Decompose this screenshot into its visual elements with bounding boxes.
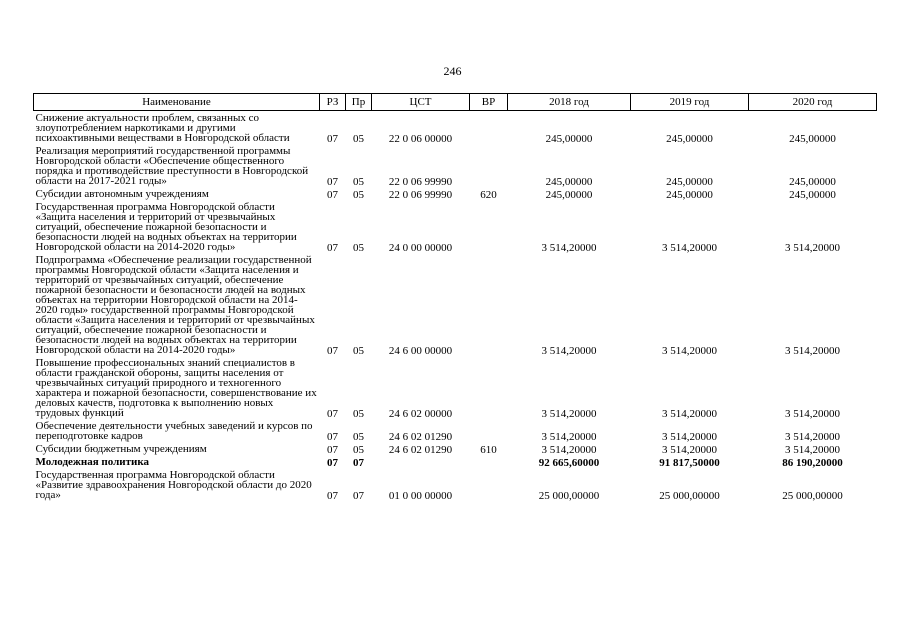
table-row xyxy=(34,187,877,200)
row-2019-value: 3 514,20000 xyxy=(662,444,717,456)
column-header-2020: 2020 год xyxy=(749,94,877,111)
row-name-cell: Государственная программа Новгородской области «Защита населения и территорий от чрезвычайных ситуаций, обеспечение пожарной безопасности и безопасности людей на водных объектах на территории Новгородской области на 2014-2020 годы» xyxy=(35,201,297,253)
row-cst-cell: 22 0 06 99990 xyxy=(388,176,453,188)
row-vr-cell xyxy=(470,144,508,187)
row-rz-cell: 07 xyxy=(327,490,338,502)
row-2018-value: 92 665,60000 xyxy=(538,457,600,469)
row-2020-value: 245,00000 xyxy=(789,189,836,201)
table-row xyxy=(34,455,877,468)
row-vr-cell xyxy=(470,253,508,356)
row-vr-cell: 620 xyxy=(480,189,497,201)
row-2020-value: 245,00000 xyxy=(789,133,836,145)
row-rz-cell: 07 xyxy=(327,176,338,188)
row-vr-cell xyxy=(470,419,508,442)
column-header-pr: Пр xyxy=(346,94,372,111)
row-name-cell: Повышение профессиональных знаний специалистов в области гражданской обороны, защиты населения от чрезвычайных ситуаций природного и техногенного характера и пожарной безопасности, совершенствование их деловых качеств, подготовка к выполнению новых трудовых функций xyxy=(35,357,317,419)
row-name-cell: Субсидии бюджетным учреждениям xyxy=(35,443,207,455)
row-cst-cell: 24 0 00 00000 xyxy=(388,242,453,254)
table-body xyxy=(34,111,877,502)
row-rz-cell: 07 xyxy=(327,431,338,443)
row-2019-value: 3 514,20000 xyxy=(662,242,717,254)
row-2020-value: 25 000,00000 xyxy=(782,490,843,502)
row-pr-cell: 05 xyxy=(353,176,364,188)
row-pr-cell: 05 xyxy=(353,242,364,254)
row-2019-value: 3 514,20000 xyxy=(662,431,717,443)
row-pr-cell: 07 xyxy=(353,457,364,469)
row-cst-cell: 22 0 06 99990 xyxy=(388,189,453,201)
row-pr-cell: 05 xyxy=(353,133,364,145)
row-2020-value: 3 514,20000 xyxy=(785,431,840,443)
row-rz-cell: 07 xyxy=(327,408,338,420)
row-2020-value: 86 190,20000 xyxy=(782,457,843,469)
row-name-cell: Подпрограмма «Обеспечение реализации государственной программы Новгородской области «Защита населения и территорий от чрезвычайных ситуаций, обеспечение пожарной безопасности и безопасности людей на водных объектах на территории Новгородской области на 2014-2020 годы» государственной программы Новгородской области «Защита населения и территорий от чрезвычайных ситуаций, обеспечение пожарной безопасности и безопасности людей на водных объектах на территории Новгородской области на 2014-2020 годы» xyxy=(35,254,315,356)
table-row xyxy=(34,200,877,253)
column-header-2019: 2019 год xyxy=(631,94,749,111)
row-rz-cell: 07 xyxy=(327,242,338,254)
row-2020-value: 3 514,20000 xyxy=(785,444,840,456)
row-pr-cell: 05 xyxy=(353,345,364,357)
column-header-name: Наименование xyxy=(34,94,320,111)
row-2018-value: 3 514,20000 xyxy=(541,242,597,254)
row-2018-value: 3 514,20000 xyxy=(541,444,597,456)
row-2019-value: 91 817,50000 xyxy=(659,457,720,469)
row-cst-cell: 24 6 02 01290 xyxy=(388,431,453,443)
row-2018-value: 245,00000 xyxy=(545,133,593,145)
row-2019-value: 3 514,20000 xyxy=(662,345,717,357)
row-vr-cell xyxy=(470,200,508,253)
row-rz-cell: 07 xyxy=(327,133,338,145)
row-name-cell: Снижение актуальности проблем, связанных со злоупотреблением наркотиками и другими психоактивными веществами в Новгородской области xyxy=(35,112,290,144)
row-cst-cell: 24 6 00 00000 xyxy=(388,345,453,357)
page-number: 246 xyxy=(443,64,462,78)
row-2020-value: 3 514,20000 xyxy=(785,345,840,357)
table-row xyxy=(34,442,877,455)
budget-table xyxy=(33,93,877,501)
row-vr-cell xyxy=(470,468,508,501)
row-2019-value: 25 000,00000 xyxy=(659,490,720,502)
row-rz-cell: 07 xyxy=(327,345,338,357)
row-name-cell: Субсидии автономным учреждениям xyxy=(35,188,209,200)
row-pr-cell: 07 xyxy=(353,490,364,502)
row-2019-value: 245,00000 xyxy=(666,133,713,145)
column-header-cst: ЦСТ xyxy=(372,94,470,111)
row-2018-value: 25 000,00000 xyxy=(538,490,600,502)
table-row xyxy=(34,111,877,145)
row-2020-value: 245,00000 xyxy=(789,176,836,188)
row-cst-cell: 24 6 02 01290 xyxy=(388,444,453,456)
table-row xyxy=(34,468,877,501)
column-header-2018: 2018 год xyxy=(508,94,631,111)
row-2018-value: 245,00000 xyxy=(545,176,593,188)
row-pr-cell: 05 xyxy=(353,189,364,201)
column-header-vr: ВР xyxy=(470,94,508,111)
table-row xyxy=(34,253,877,356)
table-header-row xyxy=(34,94,877,111)
row-vr-cell xyxy=(470,111,508,145)
row-2020-value: 3 514,20000 xyxy=(785,408,840,420)
row-vr-cell: 610 xyxy=(480,444,497,456)
row-rz-cell: 07 xyxy=(327,444,338,456)
row-2018-value: 245,00000 xyxy=(545,189,593,201)
table-row xyxy=(34,356,877,419)
row-rz-cell: 07 xyxy=(327,457,338,469)
row-pr-cell: 05 xyxy=(353,408,364,420)
row-2019-value: 245,00000 xyxy=(666,176,713,188)
row-2020-value: 3 514,20000 xyxy=(785,242,840,254)
table-row xyxy=(34,144,877,187)
row-vr-cell xyxy=(470,455,508,468)
row-name-cell: Обеспечение деятельности учебных заведений и курсов по переподготовке кадров xyxy=(35,420,313,442)
row-2018-value: 3 514,20000 xyxy=(541,431,597,443)
row-2019-value: 3 514,20000 xyxy=(662,408,717,420)
row-name-cell: Государственная программа Новгородской области «Развитие здравоохранения Новгородской области до 2020 года» xyxy=(35,469,312,501)
row-cst-cell: 22 0 06 00000 xyxy=(388,133,453,145)
row-2019-value: 245,00000 xyxy=(666,189,713,201)
table-row xyxy=(34,419,877,442)
row-2018-value: 3 514,20000 xyxy=(541,345,597,357)
row-2018-value: 3 514,20000 xyxy=(541,408,597,420)
row-cst-cell xyxy=(372,455,470,468)
row-pr-cell: 05 xyxy=(353,444,364,456)
row-name-cell: Реализация мероприятий государственной программы Новгородской области «Обеспечение общественного порядка и противодействие преступности в Новгородской области на 2017-2021 годы» xyxy=(35,145,309,187)
column-header-rz: РЗ xyxy=(320,94,346,111)
row-cst-cell: 24 6 02 00000 xyxy=(388,408,453,420)
row-pr-cell: 05 xyxy=(353,431,364,443)
row-name-cell: Молодежная политика xyxy=(35,456,150,468)
row-vr-cell xyxy=(470,356,508,419)
row-rz-cell: 07 xyxy=(327,189,338,201)
row-cst-cell: 01 0 00 00000 xyxy=(388,490,453,502)
